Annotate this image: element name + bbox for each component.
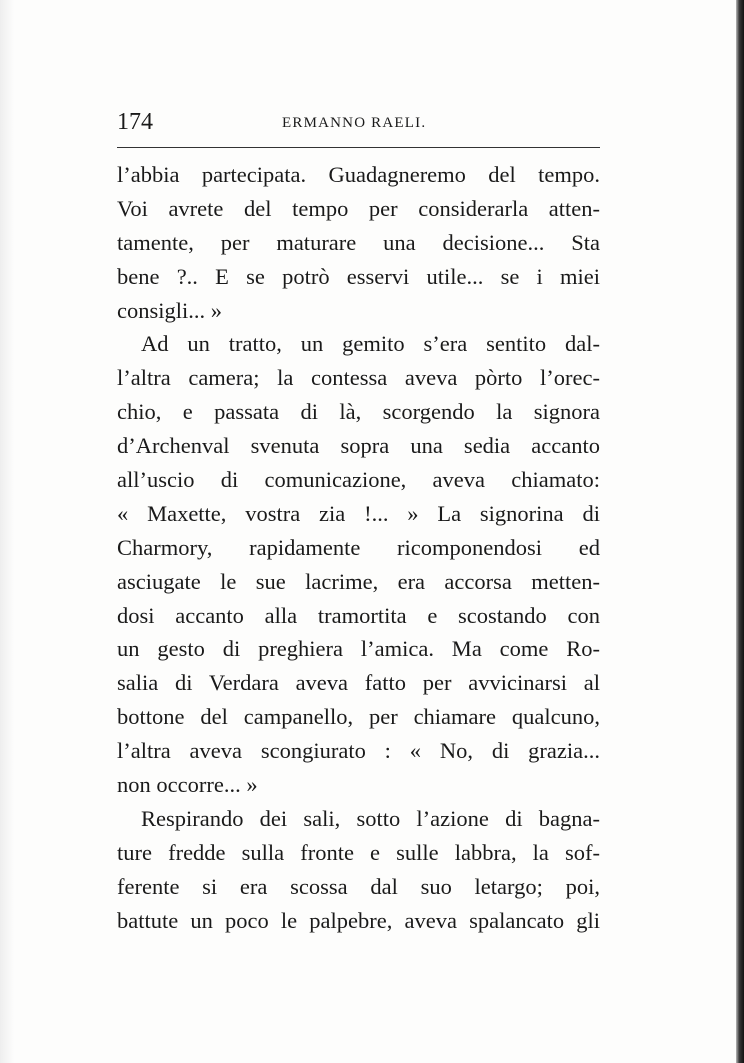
text-line: dosi accanto alla tramortita e scostando con [117,602,600,628]
text-line: Respirando dei sali, sotto l’azione di bagna- [141,805,600,831]
text-line: consigli... » [117,297,222,323]
text-line: d’Archenval svenuta sopra una sedia accanto [117,433,600,459]
text-line: un gesto di preghiera l’amica. Ma come Ro- [117,636,600,662]
text-line: salia di Verdara aveva fatto per avvicinarsi al [117,670,600,696]
text-line: tamente, per maturare una decisione... Sta [117,229,600,255]
binding-edge [736,0,744,1063]
text-line: Voi avrete del tempo per considerarla atten- [117,195,600,221]
text-line: bene ?.. E se potrò esservi utile... se i miei [117,263,600,289]
text-line: l’altra camera; la contessa aveva pòrto l’orec- [117,365,600,391]
text-line: battute un poco le palpebre, aveva spalancato gli [117,907,600,933]
text-line: l’abbia partecipata. Guadagneremo del tempo. [117,162,600,187]
text-line: « Maxette, vostra zia !... » La signorina di [117,500,600,526]
text-line: asciugate le sue lacrime, era accorsa metten- [117,568,600,594]
running-head: ERMANNO RAELI. [282,115,427,131]
text-line: Ad un tratto, un gemito s’era sentito dal- [141,331,600,357]
text-line: non occorre... » [117,772,258,798]
page-header [117,108,597,140]
text-line: chio, e passata di là, scorgendo la signora [117,399,600,425]
page-margin-shadow [0,0,14,1063]
text-line: l’altra aveva scongiurato : « No, di grazia... [117,738,600,764]
body-text [117,158,600,937]
text-line: Charmory, rapidamente ricomponendosi ed [117,534,600,560]
header-rule [117,147,600,148]
text-line: ferente si era scossa dal suo letargo; poi, [117,873,600,899]
page-number: 174 [117,109,153,135]
text-line: bottone del campanello, per chiamare qualcuno, [117,704,600,730]
text-line: ture fredde sulla fronte e sulle labbra, la sof- [117,839,600,865]
text-line: all’uscio di comunicazione, aveva chiamato: [117,467,600,493]
